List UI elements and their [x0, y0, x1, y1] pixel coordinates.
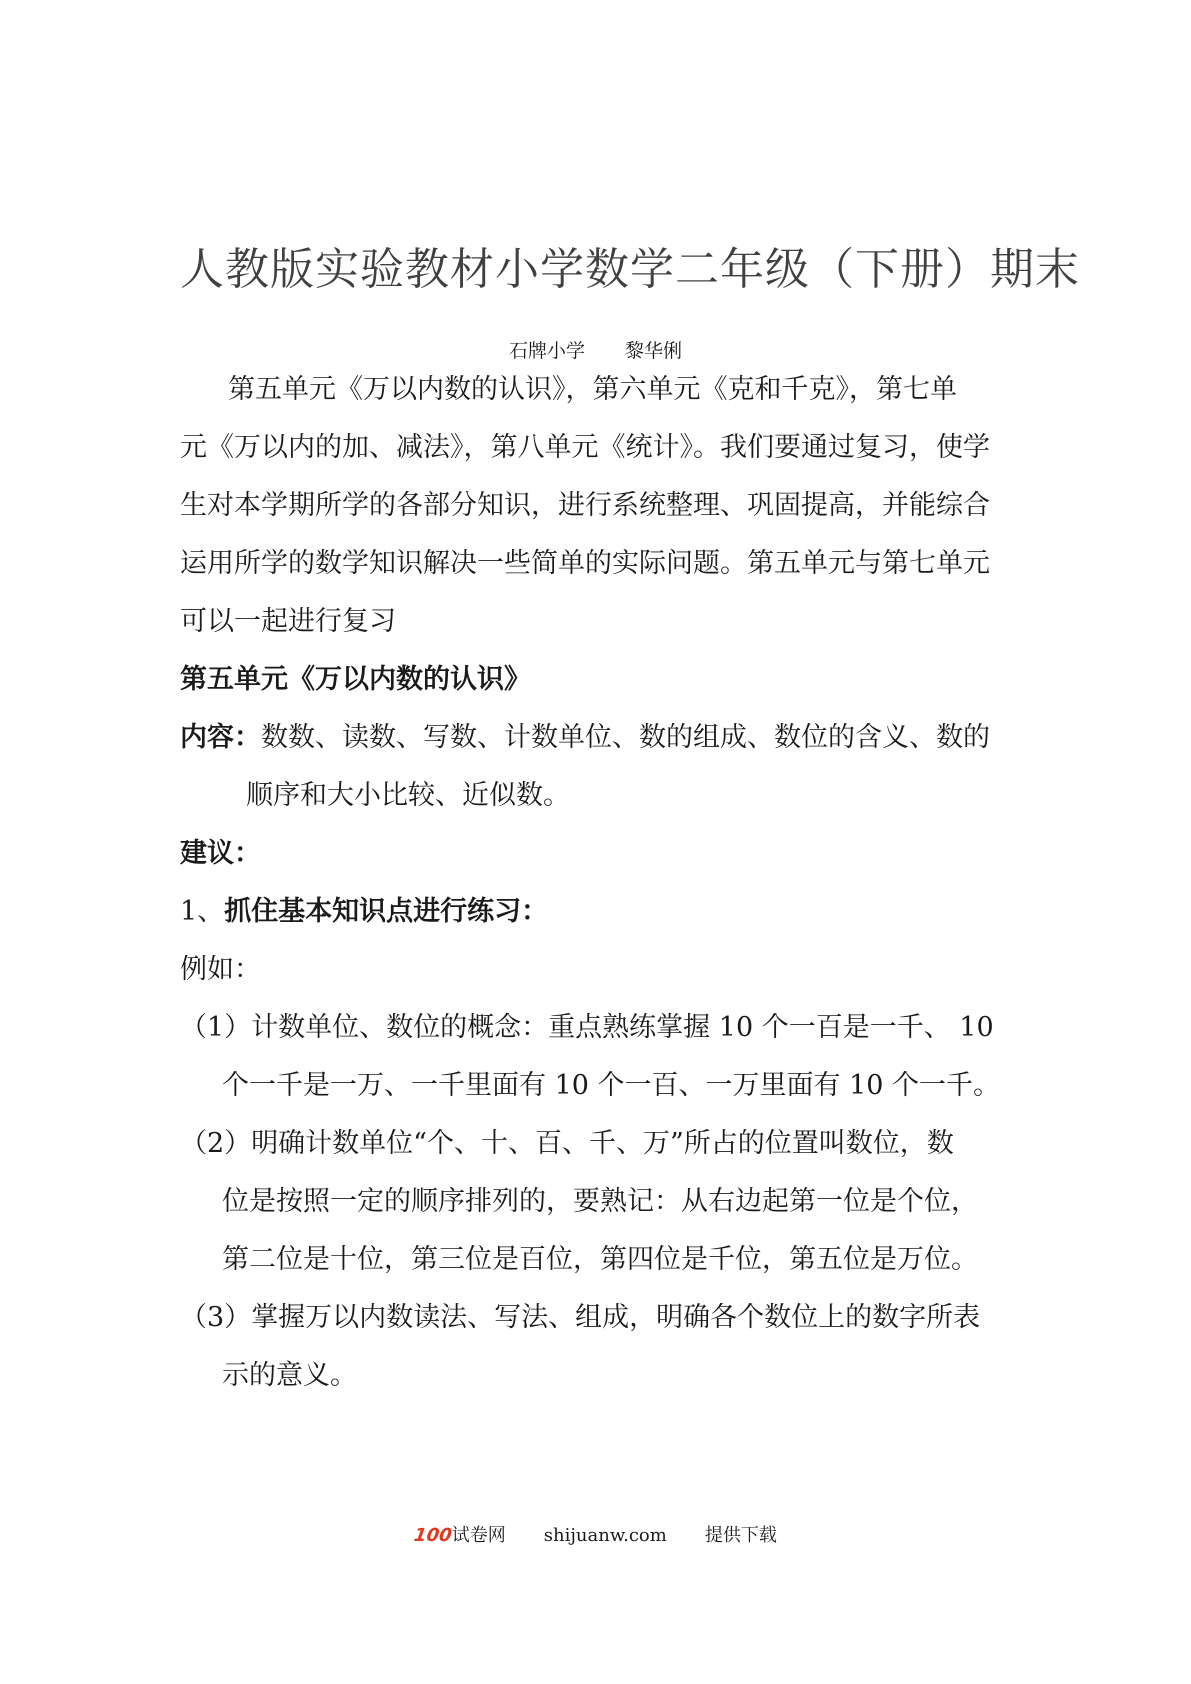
site-url-link[interactable]: shijuanw.com [543, 1525, 667, 1546]
intro-line-4: 运用所学的数学知识解决一些简单的实际问题。第五单元与第七单元 [180, 548, 990, 579]
author-school: 石牌小学 [508, 340, 585, 362]
site-logo: 100 [412, 1525, 454, 1546]
intro-line-2: 元《万以内的加、减法》，第八单元《统计》。我们要通过复习，使学 [180, 432, 990, 463]
item-2-number: （2） [180, 1128, 252, 1159]
item-3-line-1 [180, 1298, 980, 1338]
item-2-text-1: 明确计数单位“个、十、百、千、万”所占的位置叫数位，数 [251, 1128, 954, 1159]
download-note: 提供下载 [704, 1525, 777, 1546]
point-1 [180, 892, 548, 932]
item-1-number: （1） [180, 1012, 252, 1043]
point-1-number: 1、 [180, 896, 225, 927]
point-1-text: 抓住基本知识点进行练习： [224, 896, 549, 927]
content-line-2: 顺序和大小比较、近似数。 [246, 780, 570, 811]
section-heading: 第五单元《万以内数的认识》 [180, 664, 531, 695]
item-3-line-2: 示的意义。 [222, 1360, 357, 1391]
content-text-1: 数数、读数、写数、计数单位、数的组成、数位的含义、数的 [261, 722, 990, 753]
page-footer [0, 1523, 1191, 1549]
item-3-number: （3） [180, 1302, 252, 1333]
author-name: 黎华俐 [625, 340, 683, 362]
item-1-text-1: 计数单位、数位的概念：重点熟练掌握 10 个一百是一千、 10 [251, 1012, 994, 1043]
item-1-line-2: 个一千是一万、一千里面有 10 个一百、一万里面有 10 个一千。 [222, 1070, 1001, 1101]
intro-line-3: 生对本学期所学的各部分知识，进行系统整理、巩固提高，并能综合 [180, 490, 990, 521]
item-2-line-3: 第二位是十位，第三位是百位，第四位是千位，第五位是万位。 [222, 1244, 978, 1275]
suggest-label: 建议： [180, 838, 261, 869]
intro-line-5: 可以一起进行复习 [180, 606, 396, 637]
author-line [0, 336, 1191, 366]
site-name: 试卷网 [451, 1525, 506, 1546]
item-1-line-1 [180, 1008, 994, 1048]
item-3-text-1: 掌握万以内数读法、写法、组成，明确各个数位上的数字所表 [251, 1302, 981, 1333]
item-2-line-2: 位是按照一定的顺序排列的，要熟记：从右边起第一位是个位， [222, 1186, 978, 1217]
item-2-line-1 [180, 1124, 954, 1164]
document-title: 人教版实验教材小学数学二年级（下册）期末 [180, 244, 1080, 295]
content-label: 内容： [180, 722, 261, 753]
intro-line-1: 第五单元《万以内数的认识》，第六单元《克和千克》，第七单 [228, 374, 957, 405]
example-label: 例如： [180, 954, 261, 985]
content-line-1 [180, 718, 990, 758]
